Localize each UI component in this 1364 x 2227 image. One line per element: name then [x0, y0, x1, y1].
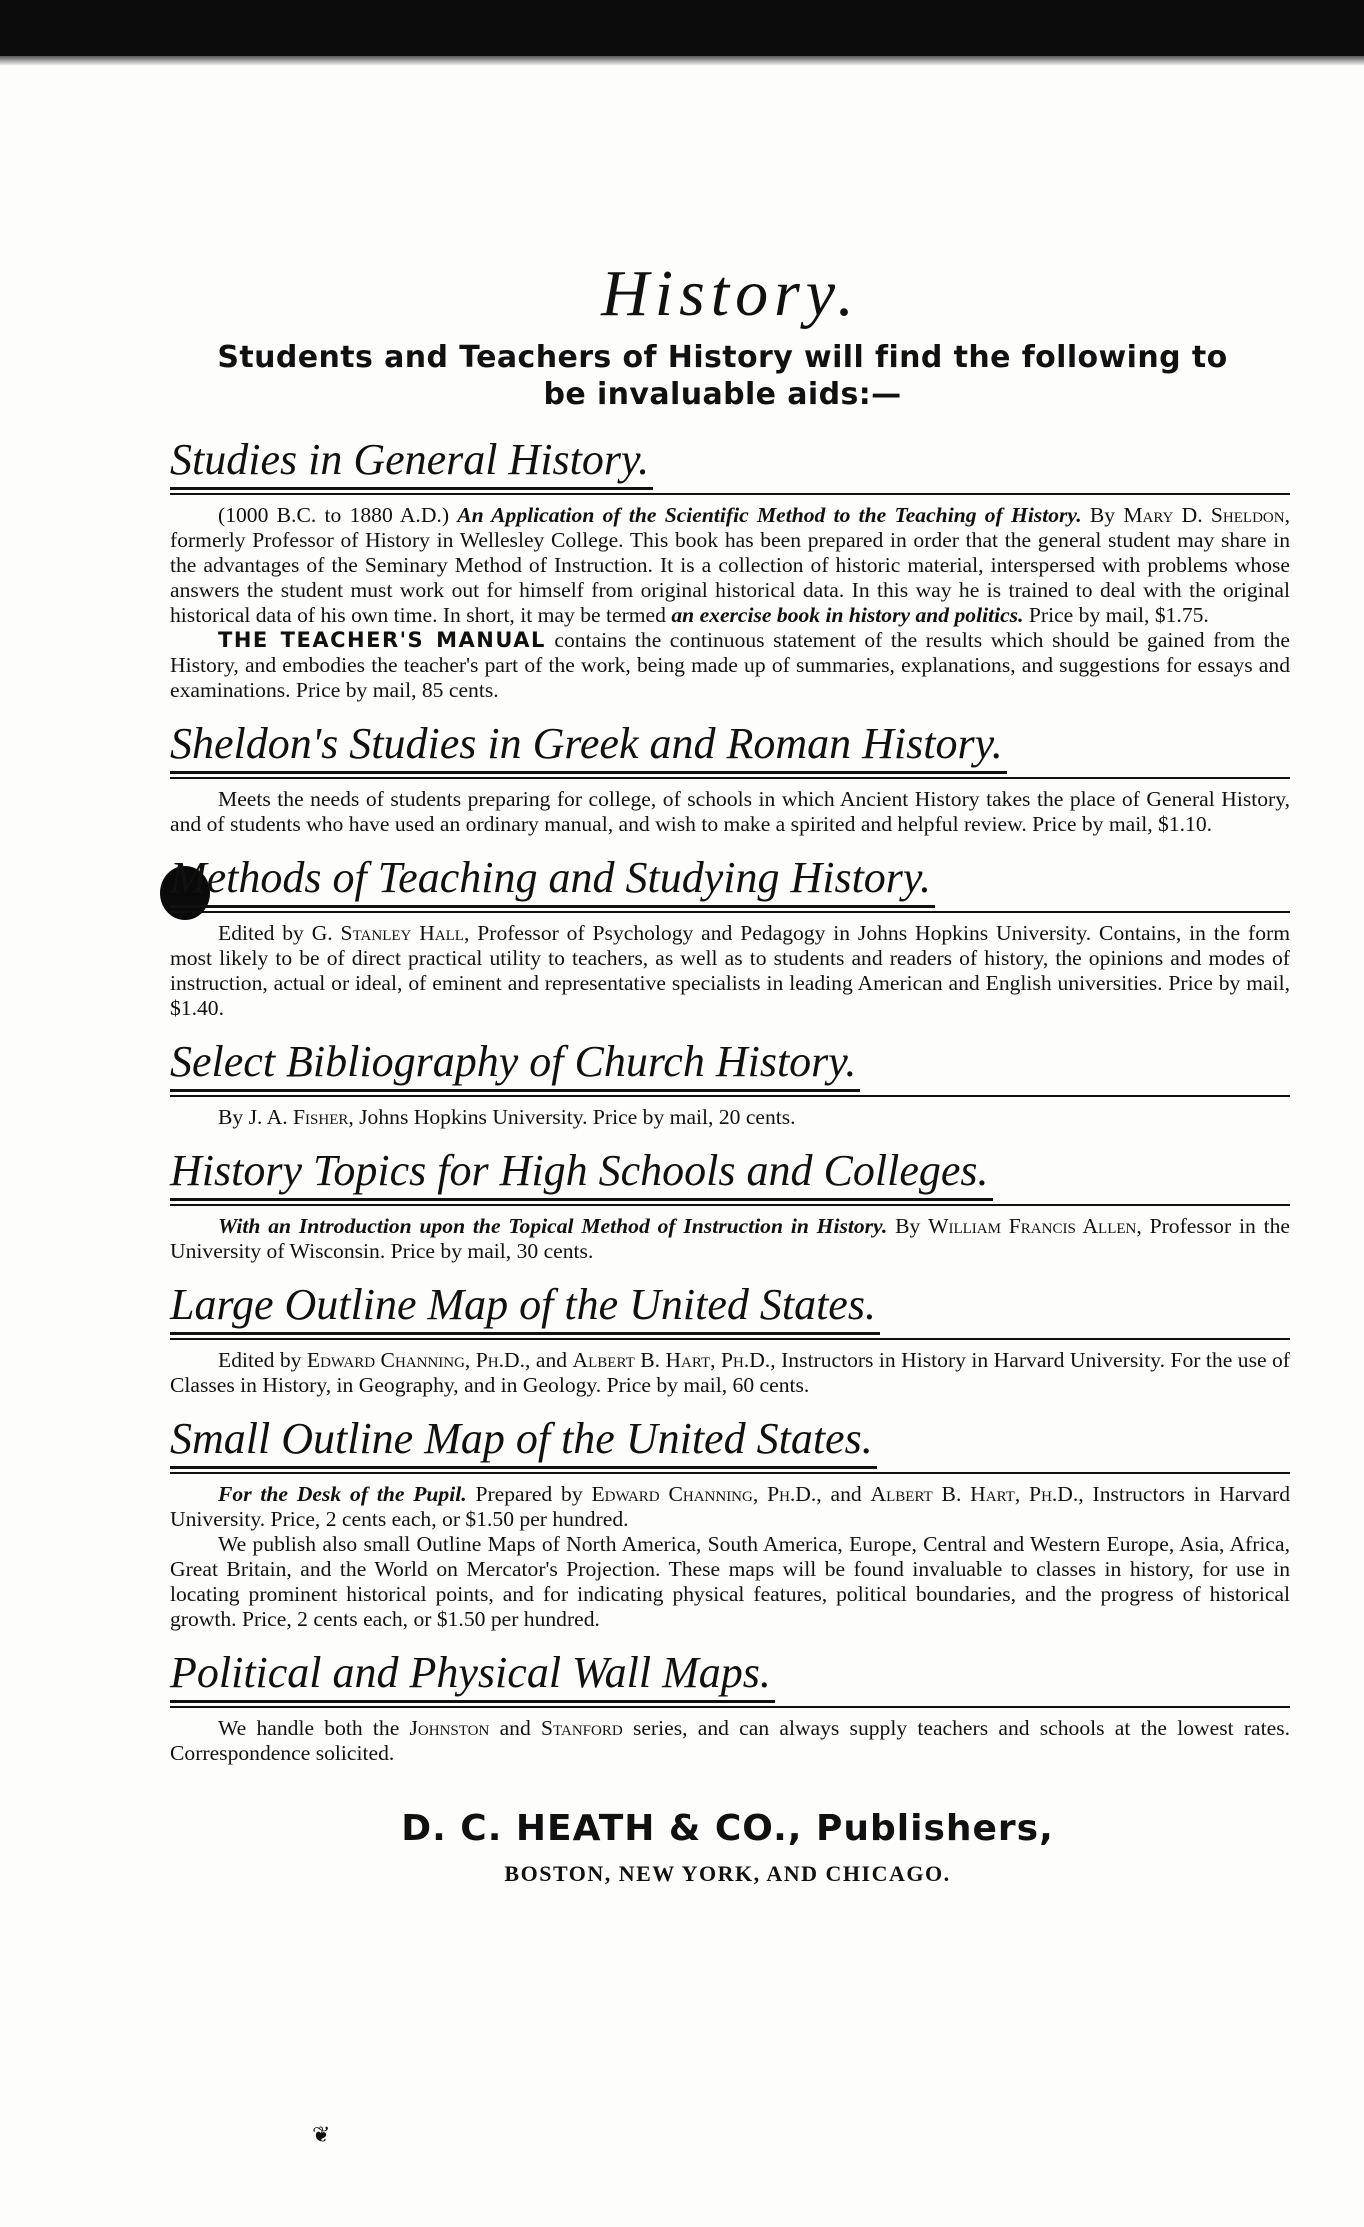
section-rule — [170, 1204, 1290, 1206]
section-bibliography — [165, 1021, 1290, 1130]
section-general-history — [165, 413, 1290, 703]
author-name: William Francis Allen — [928, 1213, 1137, 1238]
author-name: Mary D. Sheldon — [1123, 502, 1285, 527]
scan-top-band — [0, 0, 1364, 56]
publisher-cities: BOSTON, NEW YORK, AND CHICAGO. — [504, 1860, 951, 1886]
intro-italic: An Application of the Scientific Method to the Teaching of History. — [457, 502, 1082, 527]
section-heading: History Topics for High Schools and Colleges. — [170, 1144, 993, 1201]
intro-dates: (1000 B.C. to 1880 A.D.) — [218, 502, 450, 527]
section-body: We handle both the Johnston and Stanford series, and can always supply teachers and schools at the lowest rates. Correspondence solicited. — [170, 1715, 1291, 1765]
section-heading: Methods of Teaching and Studying History. — [170, 851, 935, 908]
section-rule — [170, 777, 1290, 779]
section-body: Edited by G. Stanley Hall, Professor of Psychology and Pedagogy in Johns Hopkins University. Contains, in the form most likely to be of direct practical utility to teachers, as well as to students and readers of history, the opinions and modes of instruction, actual or ideal, of eminent and representative specialists in leading American and English universities. Price by mail, $1.40. — [170, 920, 1290, 1020]
section-heading: Select Bibliography of Church History. — [170, 1035, 860, 1092]
ornament-icon: ❦ — [312, 2122, 331, 2147]
section-body: With an Introduction upon the Topical Method of Instruction in History. By William Francis Allen, Professor in the University of Wisconsin. Price by mail, 30 cents. — [170, 1213, 1290, 1263]
publisher-name: D. C. HEATH & CO., Publishers, — [401, 1807, 1054, 1849]
section-heading: Political and Physical Wall Maps. — [170, 1646, 775, 1703]
author-name: J. A. Fisher — [248, 1104, 349, 1129]
section-body: For the Desk of the Pupil. Prepared by Edward Channing, Ph.D., and Albert B. Hart, Ph.D., Instructors in Harvard University. Price, 2 cents each, or $1.50 per hundred. We publish also small Outline Maps of North America, South America, Europe, Central and Western Europe, Asia, Africa, Great Britain, and the World on Mercator's Projection. These maps will be found invaluable to classes in history, for use in locating prominent historical points, and for indicating physical features, political boundaries, and the progress of historical growth. Price, 2 cents each, or $1.50 per hundred. — [170, 1481, 1291, 1631]
section-large-map — [165, 1264, 1290, 1398]
section-heading: Large Outline Map of the United States. — [170, 1278, 880, 1335]
section-heading: Studies in General History. — [170, 433, 653, 490]
section-rule — [170, 1095, 1290, 1097]
section-body: Meets the needs of students preparing for college, of schools in which Ancient History takes the place of General History, and of students who have used an ordinary manual, and wish to make a spirited and helpful review. Price by mail, $1.10. — [170, 786, 1290, 836]
section-body: By J. A. Fisher, Johns Hopkins University. Price by mail, 20 cents. — [218, 1104, 796, 1129]
section-heading: Small Outline Map of the United States. — [170, 1412, 877, 1469]
section-greek-roman — [165, 703, 1290, 837]
section-history-topics — [165, 1130, 1290, 1264]
section-wall-maps — [165, 1632, 1290, 1766]
section-heading: Sheldon's Studies in Greek and Roman History. — [170, 717, 1007, 774]
section-rule — [170, 1472, 1290, 1474]
section-rule — [170, 1706, 1290, 1708]
page-subtitle: Students and Teachers of History will find the following to be invaluable aids:— — [217, 339, 1228, 412]
advertisement-page — [165, 258, 1290, 1887]
section-body: Edited by Edward Channing, Ph.D., and Albert B. Hart, Ph.D., Instructors in History in Harvard University. For the use of Classes in History, in Geography, and in Geology. Price by mail, 60 cents. — [170, 1347, 1290, 1397]
section-small-map — [165, 1398, 1290, 1632]
page-title: History. — [601, 257, 860, 330]
teachers-manual-label: THE TEACHER'S MANUAL — [218, 627, 546, 652]
section-rule — [170, 493, 1290, 495]
section-body: (1000 B.C. to 1880 A.D.) An Application of the Scientific Method to the Teaching of History. By Mary D. Sheldon, formerly Professor of History in Wellesley College. This book has been prepared in order that the general student may share in the advantages of the Seminary Method of Instruction. It is a collection of historic material, interspersed with problems whose answers the student must work out for himself from original historical data. In this way he is trained to deal with the original historical data of his own time. In short, it may be termed an exercise book in history and politics. Price by mail, $1.75. THE TEACHER'S MANUAL contains the continuous statement of the results which should be gained from the History, and embodies the teacher's part of the work, being made up of summaries, explanations, and suggestions for essays and examinations. Price by mail, 85 cents. — [170, 502, 1290, 702]
section-methods — [165, 837, 1290, 1021]
editor-name: G. Stanley Hall — [311, 920, 464, 945]
section-rule — [170, 1338, 1290, 1340]
section-rule — [170, 911, 1290, 913]
scan-top-shadow — [0, 56, 1364, 66]
